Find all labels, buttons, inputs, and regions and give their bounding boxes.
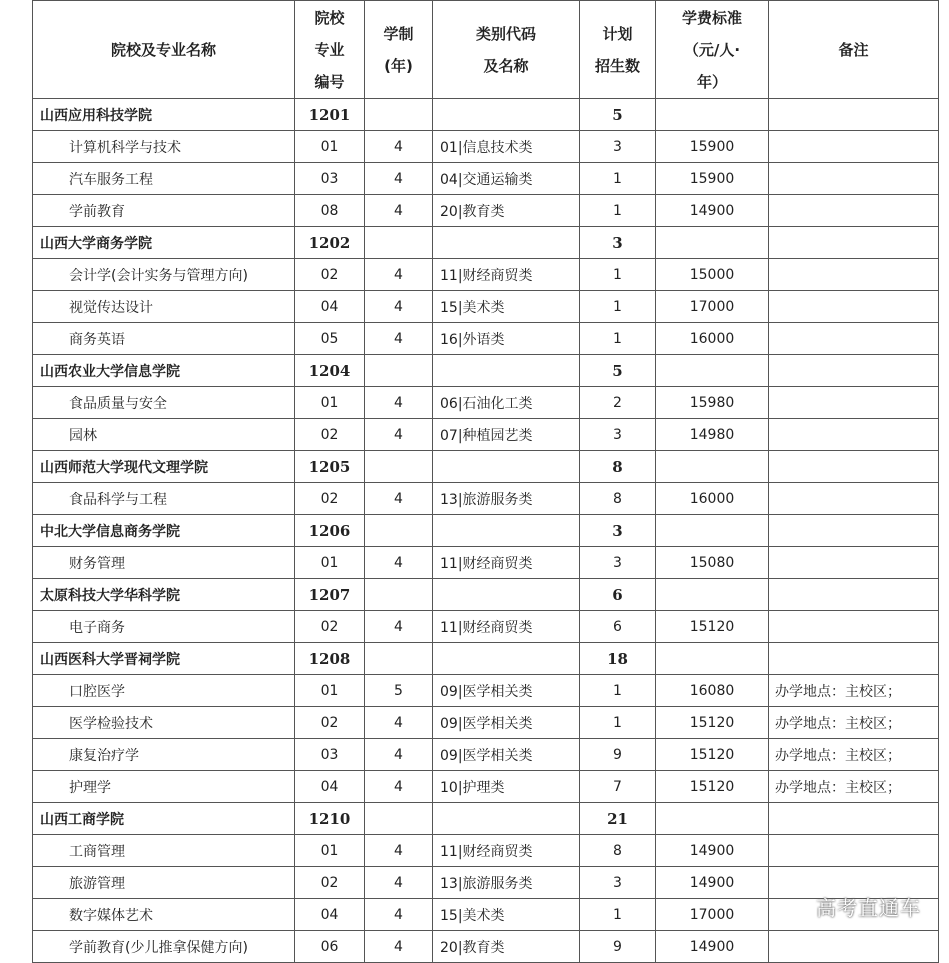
major-row [33,387,939,419]
cell-years: 4 [365,707,433,739]
cell-category [433,579,580,611]
cell-name: 山西农业大学信息学院 [33,355,295,387]
major-row [33,291,939,323]
cell-plan: 1 [580,259,656,291]
cell-code: 01 [295,131,365,163]
cell-note [769,419,939,451]
cell-plan: 2 [580,387,656,419]
cell-years [365,643,433,675]
cell-fee: 14900 [656,835,769,867]
cell-code: 03 [295,739,365,771]
cell-name: 学前教育 [33,195,295,227]
cell-category: 09|医学相关类 [433,707,580,739]
cell-name: 山西工商学院 [33,803,295,835]
cell-category: 10|护理类 [433,771,580,803]
cell-fee: 15900 [656,131,769,163]
cell-fee: 14900 [656,931,769,963]
cell-code: 02 [295,259,365,291]
cell-note [769,227,939,259]
cell-note [769,803,939,835]
cell-name: 数字媒体艺术 [33,899,295,931]
cell-name: 太原科技大学华科学院 [33,579,295,611]
school-row [33,803,939,835]
cell-name: 山西医科大学晋祠学院 [33,643,295,675]
cell-name: 山西应用科技学院 [33,99,295,131]
major-row [33,131,939,163]
cell-fee: 15120 [656,739,769,771]
school-row [33,99,939,131]
cell-note [769,259,939,291]
cell-years [365,579,433,611]
cell-code: 01 [295,675,365,707]
cell-note: 办学地点：主校区； [769,707,939,739]
cell-fee: 15900 [656,163,769,195]
cell-category: 04|交通运输类 [433,163,580,195]
cell-fee [656,643,769,675]
cell-fee [656,99,769,131]
cell-name: 汽车服务工程 [33,163,295,195]
major-row [33,163,939,195]
cell-note [769,931,939,963]
cell-fee: 15120 [656,771,769,803]
cell-years [365,227,433,259]
cell-years: 4 [365,899,433,931]
cell-name: 计算机科学与技术 [33,131,295,163]
cell-note [769,611,939,643]
cell-fee: 15080 [656,547,769,579]
cell-code: 1205 [295,451,365,483]
cell-years [365,99,433,131]
major-row [33,419,939,451]
cell-name: 中北大学信息商务学院 [33,515,295,547]
cell-note [769,451,939,483]
major-row [33,547,939,579]
cell-name: 山西师范大学现代文理学院 [33,451,295,483]
cell-code: 02 [295,867,365,899]
cell-code: 1208 [295,643,365,675]
cell-category: 20|教育类 [433,931,580,963]
major-row [33,611,939,643]
cell-note: 办学地点：主校区； [769,675,939,707]
cell-code: 04 [295,899,365,931]
major-row [33,195,939,227]
cell-note [769,291,939,323]
cell-fee [656,355,769,387]
cell-plan: 1 [580,899,656,931]
cell-plan: 21 [580,803,656,835]
major-row [33,739,939,771]
header-plan: 计划 招生数 [580,1,656,99]
cell-code: 02 [295,483,365,515]
cell-name: 视觉传达设计 [33,291,295,323]
cell-plan: 1 [580,707,656,739]
cell-code: 04 [295,291,365,323]
cell-fee: 16000 [656,323,769,355]
cell-years [365,355,433,387]
major-row [33,867,939,899]
major-row [33,707,939,739]
cell-fee: 15000 [656,259,769,291]
cell-plan: 3 [580,131,656,163]
header-row [33,1,939,99]
school-row [33,227,939,259]
cell-years [365,451,433,483]
cell-category: 11|财经商贸类 [433,259,580,291]
cell-note [769,643,939,675]
school-row [33,515,939,547]
cell-plan: 7 [580,771,656,803]
cell-code: 08 [295,195,365,227]
cell-plan: 8 [580,483,656,515]
cell-code: 1201 [295,99,365,131]
cell-category [433,451,580,483]
cell-plan: 3 [580,547,656,579]
cell-code: 02 [295,611,365,643]
header-years: 学制 (年) [365,1,433,99]
cell-note [769,163,939,195]
cell-fee: 15120 [656,707,769,739]
cell-fee: 14900 [656,195,769,227]
cell-plan: 8 [580,451,656,483]
cell-plan: 5 [580,99,656,131]
cell-code: 1210 [295,803,365,835]
cell-code: 01 [295,547,365,579]
cell-fee: 17000 [656,291,769,323]
cell-code: 03 [295,163,365,195]
cell-category: 11|财经商贸类 [433,835,580,867]
cell-category [433,355,580,387]
cell-fee [656,579,769,611]
cell-code: 04 [295,771,365,803]
cell-category: 13|旅游服务类 [433,483,580,515]
cell-category [433,803,580,835]
cell-name: 工商管理 [33,835,295,867]
cell-note [769,131,939,163]
cell-plan: 18 [580,643,656,675]
cell-note [769,355,939,387]
cell-category: 15|美术类 [433,899,580,931]
cell-name: 护理学 [33,771,295,803]
cell-name: 食品质量与安全 [33,387,295,419]
cell-fee: 15120 [656,611,769,643]
cell-category: 01|信息技术类 [433,131,580,163]
cell-name: 山西大学商务学院 [33,227,295,259]
cell-note [769,483,939,515]
cell-code: 1206 [295,515,365,547]
cell-name: 康复治疗学 [33,739,295,771]
cell-fee: 15980 [656,387,769,419]
cell-plan: 9 [580,739,656,771]
cell-note [769,835,939,867]
major-row [33,483,939,515]
cell-code: 02 [295,419,365,451]
cell-fee: 16000 [656,483,769,515]
cell-category [433,227,580,259]
cell-years [365,515,433,547]
cell-plan: 1 [580,675,656,707]
cell-fee [656,451,769,483]
major-row [33,675,939,707]
cell-note [769,99,939,131]
cell-plan: 3 [580,227,656,259]
cell-years: 4 [365,867,433,899]
cell-code: 1202 [295,227,365,259]
cell-plan: 3 [580,515,656,547]
cell-plan: 3 [580,867,656,899]
major-row [33,323,939,355]
cell-plan: 1 [580,323,656,355]
cell-plan: 1 [580,291,656,323]
school-row [33,355,939,387]
school-row [33,643,939,675]
header-category: 类别代码 及名称 [433,1,580,99]
cell-years: 5 [365,675,433,707]
cell-fee [656,515,769,547]
cell-years: 4 [365,419,433,451]
cell-code: 01 [295,835,365,867]
major-row [33,931,939,963]
cell-code: 1204 [295,355,365,387]
header-code: 院校 专业 编号 [295,1,365,99]
cell-code: 01 [295,387,365,419]
table-body [33,99,939,963]
cell-years: 4 [365,387,433,419]
major-row [33,771,939,803]
cell-fee: 14980 [656,419,769,451]
cell-category: 09|医学相关类 [433,675,580,707]
cell-note: 办学地点：主校区； [769,739,939,771]
cell-name: 会计学(会计实务与管理方向) [33,259,295,291]
cell-code: 1207 [295,579,365,611]
school-row [33,579,939,611]
cell-category: 11|财经商贸类 [433,611,580,643]
cell-years: 4 [365,323,433,355]
cell-category [433,99,580,131]
cell-plan: 3 [580,419,656,451]
cell-fee: 14900 [656,867,769,899]
cell-note [769,547,939,579]
major-row [33,259,939,291]
cell-fee [656,227,769,259]
cell-name: 商务英语 [33,323,295,355]
cell-name: 医学检验技术 [33,707,295,739]
cell-plan: 9 [580,931,656,963]
cell-name: 食品科学与工程 [33,483,295,515]
cell-name: 口腔医学 [33,675,295,707]
cell-years: 4 [365,163,433,195]
cell-years: 4 [365,835,433,867]
cell-years: 4 [365,771,433,803]
watermark-text: 高考直通车 [816,896,921,920]
cell-name: 学前教育(少儿推拿保健方向) [33,931,295,963]
cell-plan: 8 [580,835,656,867]
cell-name: 电子商务 [33,611,295,643]
cell-fee: 16080 [656,675,769,707]
header-name: 院校及专业名称 [33,1,295,99]
cell-category: 20|教育类 [433,195,580,227]
cell-name: 旅游管理 [33,867,295,899]
cell-note [769,387,939,419]
school-row [33,451,939,483]
major-row [33,899,939,931]
cell-plan: 5 [580,355,656,387]
cell-years: 4 [365,259,433,291]
cell-code: 06 [295,931,365,963]
cell-fee: 17000 [656,899,769,931]
cell-category: 15|美术类 [433,291,580,323]
cell-years: 4 [365,195,433,227]
cell-category: 06|石油化工类 [433,387,580,419]
cell-years: 4 [365,739,433,771]
cell-note [769,579,939,611]
cell-note [769,515,939,547]
cell-fee [656,803,769,835]
cell-name: 园林 [33,419,295,451]
cell-years [365,803,433,835]
cell-years: 4 [365,611,433,643]
cell-years: 4 [365,931,433,963]
cell-category [433,515,580,547]
cell-plan: 6 [580,611,656,643]
cell-category: 16|外语类 [433,323,580,355]
enrollment-table [32,0,939,963]
cell-plan: 1 [580,163,656,195]
cell-years: 4 [365,547,433,579]
cell-category: 13|旅游服务类 [433,867,580,899]
cell-years: 4 [365,131,433,163]
cell-years: 4 [365,291,433,323]
major-row [33,835,939,867]
cell-years: 4 [365,483,433,515]
cell-note [769,323,939,355]
cell-category: 09|医学相关类 [433,739,580,771]
cell-category: 11|财经商贸类 [433,547,580,579]
cell-code: 05 [295,323,365,355]
cell-note [769,195,939,227]
cell-category: 07|种植园艺类 [433,419,580,451]
header-fee: 学费标准 （元/人· 年） [656,1,769,99]
cell-name: 财务管理 [33,547,295,579]
cell-plan: 6 [580,579,656,611]
cell-category [433,643,580,675]
cell-code: 02 [295,707,365,739]
cell-plan: 1 [580,195,656,227]
cell-note: 办学地点：主校区； [769,771,939,803]
header-note: 备注 [769,1,939,99]
